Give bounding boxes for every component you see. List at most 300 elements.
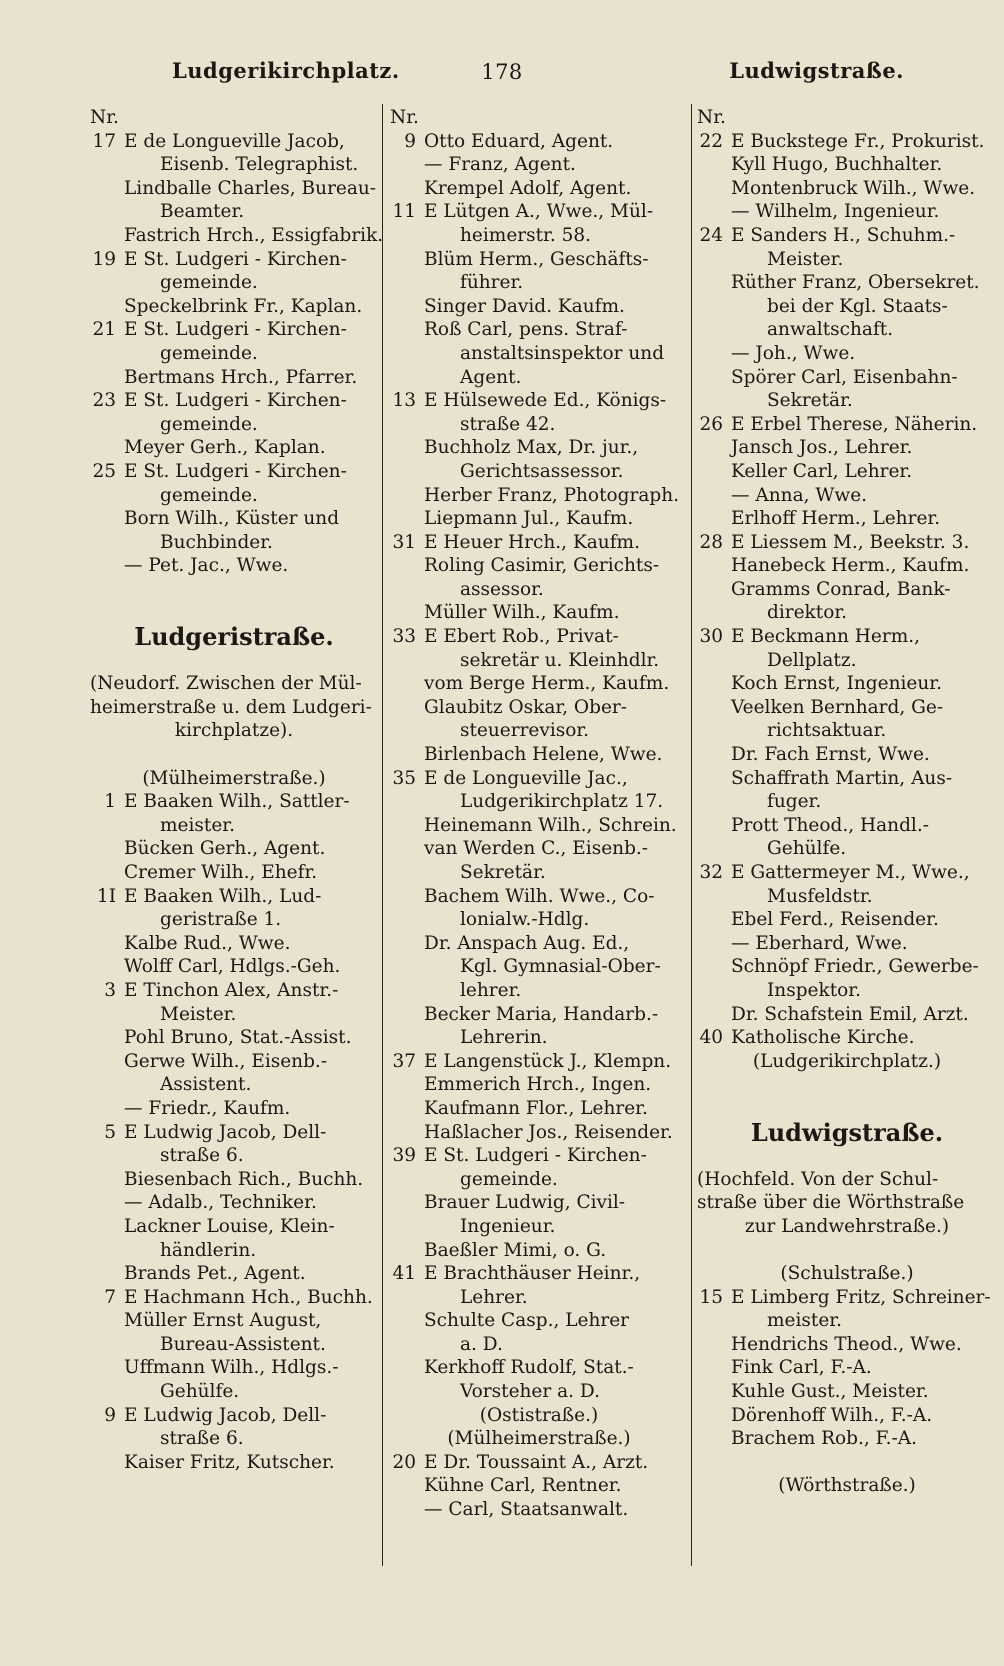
house-number: 22 [699,130,723,152]
resident-line [90,1262,378,1286]
line-text: Lehrerin. [460,1027,548,1049]
continuation-line [390,1286,688,1310]
continuation-line [390,342,688,366]
line-text: straße 6. [160,1145,244,1167]
line-text: Meister. [160,1003,237,1025]
resident-line [90,1451,378,1475]
continuation-line [90,484,378,508]
line-text: geristraße 1. [160,909,282,931]
line-text: Meister. [767,248,844,270]
resident-line [390,484,688,508]
resident-line [390,672,688,696]
line-text: direktor. [767,602,848,624]
line-text: Kalbe Rud., Wwe. [124,932,291,954]
line-text: Meyer Gerh., Kaplan. [124,437,326,459]
entry-row [390,625,688,649]
continuation-line [390,1380,688,1404]
house-number: 25 [92,460,116,482]
text-line [90,696,378,720]
entry-row [90,885,378,909]
resident-line [697,932,997,956]
resident-line [90,1191,378,1215]
resident-line [90,1050,378,1074]
line-text: Glaubitz Oskar, Ober- [424,696,627,718]
house-number: 21 [92,319,116,341]
line-text: Montenbruck Wilh., Wwe. [731,177,976,199]
line-text: gemeinde. [160,342,258,364]
house-number: 1I [96,885,116,907]
resident-line [697,460,997,484]
line-text: — Adalb., Techniker. [124,1192,317,1214]
line-text: Sekretär. [767,390,853,412]
spacer [697,1239,997,1263]
resident-line [390,696,688,720]
line-text: führer. [460,272,524,294]
resident-line [90,1309,378,1333]
house-number: 1 [104,791,116,813]
line-text: richtsaktuar. [767,720,887,742]
resident-line [697,672,997,696]
line-text: Rüther Franz, Obersekret. [731,272,980,294]
resident-line [390,554,688,578]
line-text: Veelken Bernhard, Ge- [731,696,944,718]
resident-line [390,814,688,838]
resident-line [390,1003,688,1027]
entry-row [697,130,997,154]
line-text: vom Berge Herm., Kaufm. [424,673,670,695]
line-text: Nr. [90,107,119,128]
line-text: Hendrichs Theod., Wwe. [731,1333,962,1355]
resident-line [697,955,997,979]
resident-line [390,1356,688,1380]
resident-line [697,767,997,791]
continuation-line [390,460,688,484]
line-text: straße 6. [160,1428,244,1450]
continuation-line [390,224,688,248]
continuation-line [90,342,378,366]
line-text: Kühne Carl, Rentner. [424,1475,622,1497]
line-text: Nr. [390,107,419,128]
continuation-line [697,837,997,861]
text-line [390,106,688,130]
spacer [697,1097,997,1121]
line-text: Gerichtsassessor. [460,460,624,482]
line-text: Musfeldstr. [767,885,873,907]
line-text: Fastrich Hrch., Essigfabrik. [124,224,384,246]
line-text: E Heuer Hrch., Kaufm. [424,531,640,553]
resident-line [90,436,378,460]
line-text: Lehrer. [460,1286,528,1308]
continuation-line [90,1333,378,1357]
street-title [90,622,378,652]
house-number: 32 [699,862,723,883]
resident-line [390,248,688,272]
resident-line [390,1097,688,1121]
line-text: gemeinde. [460,1168,558,1190]
line-text: E St. Ludgeri - Kirchen- [124,390,347,412]
continuation-line [90,814,378,838]
cross-street-note [90,719,378,743]
line-text: Ludwigstraße. [750,1117,944,1147]
entry-row [90,248,378,272]
line-text: heimerstr. 58. [460,224,592,246]
resident-line [90,295,378,319]
resident-line [90,1026,378,1050]
house-number: 28 [699,531,723,553]
continuation-line [90,1073,378,1097]
line-text: anstaltsinspektor und [460,342,665,364]
entry-row [390,1262,688,1286]
line-text: E Gattermeyer M., Wwe., [731,862,970,883]
entry-row [390,389,688,413]
spacer [697,1451,997,1475]
spacer [697,1144,997,1168]
resident-line [697,814,997,838]
line-text: Vorsteher a. D. [460,1381,600,1403]
entry-row [697,531,997,555]
entry-row [390,531,688,555]
continuation-line [90,1239,378,1263]
house-number: 13 [392,390,416,412]
resident-line [697,696,997,720]
line-text: Heinemann Wilh., Schrein. [424,814,677,836]
text-line [697,1168,997,1192]
line-text: Speckelbrink Fr., Kaplan. [124,295,363,317]
cross-street-note [390,1404,688,1428]
entry-row [697,1286,997,1310]
entry-row [390,1451,688,1475]
house-number: 5 [104,1121,116,1143]
line-text: E St. Ludgeri - Kirchen- [424,1145,647,1167]
continuation-line [90,1144,378,1168]
line-text: E Dr. Toussaint A., Arzt. [424,1451,649,1473]
running-head-right: Ludwigstraße. [729,58,904,83]
line-text: E Hülsewede Ed., Königs- [424,390,667,412]
line-text: Gehülfe. [767,838,847,860]
text-line [90,106,378,130]
line-text: Bureau-Assistent. [160,1333,326,1355]
cross-street-note [697,1050,997,1074]
continuation-line [697,979,997,1003]
house-number: 39 [392,1145,416,1167]
line-text: Kgl. Gymnasial-Ober- [460,956,661,978]
house-number: 15 [699,1286,723,1308]
column-3 [697,106,997,1498]
continuation-line [697,649,997,673]
house-number: 9 [104,1404,116,1426]
line-text: Ludgeristraße. [134,622,334,652]
line-text: Keller Carl, Lehrer. [731,460,913,482]
resident-line [390,318,688,342]
entry-row [90,130,378,154]
line-text: E Liessem M., Beekstr. 3. [731,531,970,553]
line-text: händlerin. [160,1239,257,1261]
entry-row [697,1026,997,1050]
line-text: Brauer Ludwig, Civil- [424,1192,626,1214]
cross-street-note [697,1215,997,1239]
entry-row [90,1286,378,1310]
house-number: 30 [699,626,723,648]
resident-line [697,1356,997,1380]
entry-row [697,861,997,885]
line-text: gemeinde. [160,484,258,506]
continuation-line [390,1215,688,1239]
line-text: Brachem Rob., F.-A. [731,1428,917,1450]
line-text: E Baaken Wilh., Sattler- [124,791,350,813]
line-text: van Werden C., Eisenb.- [424,838,649,860]
entry-row [90,460,378,484]
entry-row [90,1404,378,1428]
continuation-line [90,1380,378,1404]
line-text: fuger. [767,791,822,813]
line-text: straße über die Wörthstraße [697,1192,965,1214]
spacer [90,649,378,673]
resident-line [390,885,688,909]
line-text: Hanebeck Herm., Kaufm. [731,555,970,577]
line-text: Dr. Anspach Aug. Ed., [424,932,630,954]
line-text: Kyll Hugo, Buchhalter. [731,154,943,176]
continuation-line [697,248,997,272]
line-text: E Langenstück J., Klempn. [424,1050,672,1072]
line-text: E Limberg Fritz, Schreiner- [731,1286,991,1308]
column-2 [390,106,688,1522]
resident-line [390,153,688,177]
continuation-line [390,1026,688,1050]
line-text: Roß Carl, pens. Straf- [424,319,628,341]
line-text: Ludgerikirchplatz 17. [460,791,664,813]
entry-row [90,979,378,1003]
continuation-line [390,366,688,390]
spacer [90,743,378,767]
house-number: 19 [92,248,116,270]
house-number: 35 [392,767,416,789]
line-text: gemeinde. [160,272,258,294]
line-text: Ebel Ferd., Reisender. [731,909,939,931]
line-text: Baeßler Mimi, o. G. [424,1239,607,1261]
continuation-line [697,1309,997,1333]
house-number: 37 [392,1050,416,1072]
line-text: (Ludgerikirchplatz.) [752,1050,942,1072]
text-line [697,106,997,130]
resident-line [697,1404,997,1428]
line-text: Emmerich Hrch., Ingen. [424,1074,652,1096]
continuation-line [390,955,688,979]
line-text: zur Landwehrstraße.) [744,1215,950,1237]
line-text: Inspektor. [767,979,861,1001]
resident-line [697,200,997,224]
text-line [90,672,378,696]
column-rule-2 [691,104,692,1566]
line-text: Bücken Gerh., Agent. [124,838,326,860]
line-text: Dr. Schafstein Emil, Arzt. [731,1003,969,1025]
house-number: 23 [92,390,116,412]
resident-line [90,1356,378,1380]
continuation-line [390,413,688,437]
continuation-line [90,153,378,177]
line-text: Prott Theod., Handl.- [731,814,929,836]
resident-line [697,177,997,201]
resident-line [90,861,378,885]
resident-line [390,436,688,460]
continuation-line [697,601,997,625]
line-text: Buchholz Max, Dr. jur., [424,437,639,459]
house-number: 7 [104,1286,116,1308]
line-text: E St. Ludgeri - Kirchen- [124,460,347,482]
line-text: Fink Carl, F.-A. [731,1357,872,1379]
line-text: Müller Ernst August, [124,1310,322,1332]
line-text: E de Longueville Jac., [424,767,628,789]
line-text: Krempel Adolf, Agent. [424,177,632,199]
resident-line [90,1097,378,1121]
line-text: Eisenb. Telegraphist. [160,154,359,176]
resident-line [390,1474,688,1498]
resident-line [90,554,378,578]
line-text: Haßlacher Jos., Reisender. [424,1121,673,1143]
resident-line [697,366,997,390]
house-number: 41 [392,1263,416,1285]
line-text: Herber Franz, Photograph. [424,484,679,506]
resident-line [697,342,997,366]
line-text: — Eberhard, Wwe. [731,932,908,954]
resident-line [390,1191,688,1215]
resident-line [390,743,688,767]
line-text: Agent. [460,366,522,388]
line-text: Jansch Jos., Lehrer. [731,437,913,459]
line-text: Birlenbach Helene, Wwe. [424,744,663,766]
resident-line [697,1380,997,1404]
resident-line [90,955,378,979]
line-text: Kaufmann Flor., Lehrer. [424,1097,648,1119]
line-text: (Mülheimerstraße.) [447,1428,631,1450]
line-text: E Erbel Therese, Näherin. [731,413,978,435]
line-text: Kuhle Gust., Meister. [731,1381,929,1403]
line-text: Brands Pet., Agent. [124,1263,306,1285]
line-text: Nr. [697,107,726,128]
line-text: Katholische Kirche. [731,1027,915,1049]
entry-row [90,318,378,342]
line-text: (Hochfeld. Von der Schul- [697,1168,939,1190]
resident-line [390,295,688,319]
line-text: Schnöpf Friedr., Gewerbe- [731,956,979,978]
entry-row [390,200,688,224]
line-text: E de Longueville Jacob, [124,130,345,152]
continuation-line [697,389,997,413]
entry-row [390,1144,688,1168]
continuation-line [390,719,688,743]
continuation-line [390,908,688,932]
line-text: lehrer. [460,979,522,1001]
continuation-line [90,413,378,437]
resident-line [90,507,378,531]
house-number: 24 [699,224,723,246]
house-number: 9 [404,130,416,152]
resident-line [90,224,384,248]
line-text: — Franz, Agent. [424,154,576,176]
line-text: Becker Maria, Handarb.- [424,1003,659,1025]
resident-line [697,436,997,460]
continuation-line [90,200,378,224]
resident-line [390,1239,688,1263]
line-text: E Brachthäuser Heinr., [424,1263,641,1285]
street-title [697,1117,997,1147]
line-text: E Lütgen A., Wwe., Mül- [424,201,654,223]
line-text: Schulte Casp., Lehrer [424,1310,629,1332]
line-text: Born Wilh., Küster und [124,508,340,530]
line-text: Singer David. Kaufm. [424,295,625,317]
resident-line [390,1121,688,1145]
resident-line [697,578,997,602]
continuation-line [697,719,997,743]
line-text: meister. [767,1310,842,1332]
continuation-line [390,271,688,295]
line-text: Kaiser Fritz, Kutscher. [124,1451,335,1473]
line-text: Uffmann Wilh., Hdlgs.- [124,1357,339,1379]
line-text: Dörenhoff Wilh., F.-A. [731,1404,933,1426]
cross-street-note [90,767,378,791]
continuation-line [90,1003,378,1027]
house-number: 17 [92,130,116,152]
entry-row [90,790,378,814]
line-text: Erlhoff Herm., Lehrer. [731,508,941,530]
line-text: E Ludwig Jacob, Dell- [124,1121,327,1143]
entry-row [90,389,378,413]
line-text: Blüm Herm., Geschäfts- [424,248,649,270]
line-text: — Anna, Wwe. [731,484,868,506]
line-text: kirchplatze). [174,720,294,742]
column-rule-1 [382,104,383,1566]
line-text: sekretär u. Kleinhdlr. [460,649,660,671]
line-text: gemeinde. [160,413,258,435]
cross-street-note [697,1262,997,1286]
line-text: Ingenieur. [460,1215,556,1237]
line-text: Kerkhoff Rudolf, Stat.- [424,1357,634,1379]
continuation-line [90,531,378,555]
line-text: Koch Ernst, Ingenieur. [731,673,942,695]
column-1 [90,106,384,1474]
line-text: E Ludwig Jacob, Dell- [124,1404,327,1426]
continuation-line [90,1427,378,1451]
line-text: a. D. [460,1333,503,1355]
cross-street-note [697,1474,997,1498]
house-number: 3 [104,979,116,1001]
line-text: Otto Eduard, Agent. [424,130,614,152]
line-text: Lindballe Charles, Bureau- [124,177,377,199]
line-text: Bertmans Hrch., Pfarrer. [124,366,358,388]
resident-line [697,908,997,932]
line-text: Gramms Conrad, Bank- [731,578,951,600]
line-text: E Hachmann Hch., Buchh. [124,1286,373,1308]
line-text: (Wörthstraße.) [778,1475,916,1497]
line-text: Buchbinder. [160,531,273,553]
line-text: assessor. [460,578,544,600]
line-text: Bachem Wilh. Wwe., Co- [424,885,655,907]
line-text: straße 42. [460,413,556,435]
line-text: Wolff Carl, Hdlgs.-Geh. [124,956,341,978]
line-text: E Baaken Wilh., Lud- [124,885,322,907]
resident-line [390,1309,688,1333]
resident-line [697,1003,997,1027]
line-text: E Buckstege Fr., Prokurist. [731,130,985,152]
running-head-left: Ludgerikirchplatz. [172,58,400,83]
line-text: heimerstraße u. dem Ludgeri- [90,696,372,718]
resident-line [390,601,688,625]
resident-line [697,1333,997,1357]
line-text: E Beckmann Herm., [731,626,921,648]
line-text: Assistent. [160,1074,252,1096]
resident-line [390,837,688,861]
line-text: Schaffrath Martin, Aus- [731,767,953,789]
entry-row [697,224,997,248]
